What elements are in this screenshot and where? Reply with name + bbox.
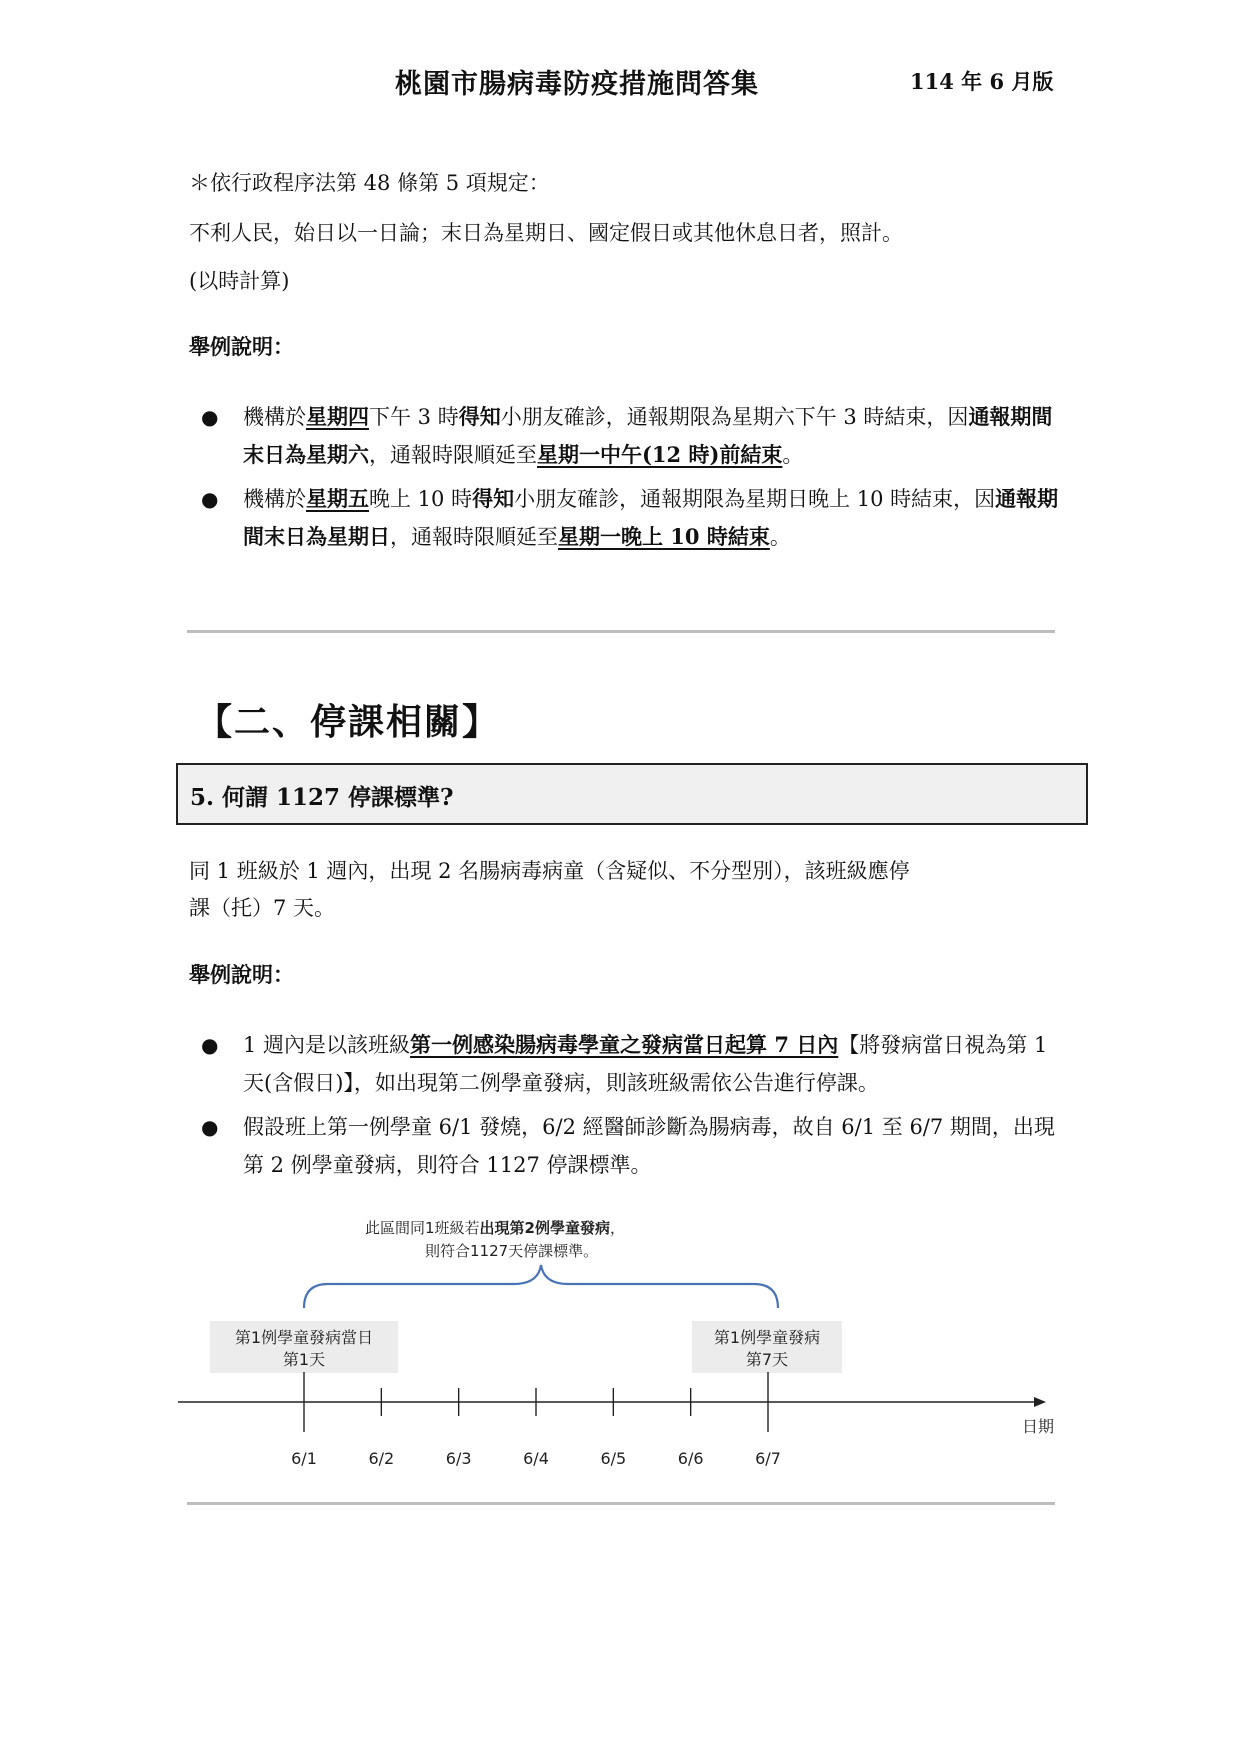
brace-caption-line1: 此區間同1班級若出現第2例學童發病， <box>365 1219 626 1237</box>
text-run: 機構於 <box>243 405 306 429</box>
axis-arrow-icon <box>1034 1397 1046 1407</box>
axis-ticks <box>291 1372 781 1468</box>
right-label-line2: 第7天 <box>745 1350 789 1369</box>
axis-label: 日期 <box>1022 1417 1055 1436</box>
axis-tick-label: 6/5 <box>600 1449 627 1468</box>
list-item <box>189 480 1069 556</box>
text-run: 下午 3 時 <box>369 405 459 429</box>
axis-tick-label: 6/4 <box>523 1449 549 1468</box>
axis-tick-label: 6/3 <box>445 1449 472 1468</box>
document-title: 桃園市腸病毒防疫措施問答集 <box>395 69 759 100</box>
text-run: 小朋友確診，通報期限為星期日晚上 10 時結束，因 <box>514 487 996 511</box>
answer-line-2: 課（托）7 天。 <box>189 896 336 920</box>
text-run: 得知 <box>472 486 515 511</box>
text-run: 通報期間末日為星期六 <box>243 404 1053 467</box>
list-item <box>189 1026 1069 1102</box>
answer-line-1: 同 1 班級於 1 週內，出現 2 名腸病毒病童（含疑似、不分型別），該班級應停 <box>189 859 910 883</box>
top-bullet-list <box>189 398 1069 556</box>
document-version: 114 年 6 月版 <box>910 69 1054 94</box>
axis-tick-label: 6/6 <box>677 1449 704 1468</box>
right-label-line1: 第1例學童發病 <box>713 1328 821 1347</box>
text-run: 第一例感染腸病毒學童之發病當日起算 7 日內 <box>410 1032 839 1057</box>
text-run: 機構於 <box>243 487 306 511</box>
rule-text: 不利人民，始日以一日論；末日為星期日、國定假日或其他休息日者，照計。 <box>189 221 903 245</box>
section-heading: 【二、停課相關】 <box>196 701 501 743</box>
bullet-dot-icon: ● <box>201 487 219 511</box>
question-text: 5. 何謂 1127 停課標準? <box>190 784 454 811</box>
rule-note: ＊依行政程序法第 48 條第 5 項規定： <box>189 171 550 195</box>
brace-caption-line2: 則符合1127天停課標準。 <box>425 1242 599 1260</box>
example-label: 舉例說明： <box>189 334 294 359</box>
list-item <box>189 1108 1069 1184</box>
example-label: 舉例說明： <box>189 962 294 987</box>
question-box <box>176 763 1088 825</box>
bullet-dot-icon: ● <box>201 1033 219 1057</box>
list-item <box>189 398 1069 474</box>
divider <box>187 1502 1055 1505</box>
text-run: 星期四 <box>306 404 369 429</box>
text-run: 得知 <box>458 404 501 429</box>
curly-brace <box>304 1265 778 1308</box>
text-run: 星期一晚上 10 時結束 <box>558 524 770 549</box>
text-run: 1 週內是以該班級 <box>243 1033 411 1057</box>
left-label-line1: 第1例學童發病當日 <box>234 1328 374 1347</box>
axis-tick-label: 6/7 <box>755 1449 781 1468</box>
left-label-line2: 第1天 <box>282 1350 326 1369</box>
section-bullet-list <box>189 1026 1069 1184</box>
text-run: 通報期間末日為星期日 <box>243 486 1059 549</box>
axis-tick-label: 6/1 <box>291 1449 317 1468</box>
axis-tick-label: 6/2 <box>368 1449 395 1468</box>
bullet-dot-icon: ● <box>201 405 219 429</box>
text-run: 【將發病當日視為第 1 天(含假日)】，如出現第二例學童發病，則該班級需依公告進行停課。 <box>243 1033 1048 1095</box>
rule-paren: (以時計算) <box>189 269 290 293</box>
page-header <box>0 62 1241 106</box>
text-run: 。 <box>782 443 804 467</box>
timeline-diagram <box>170 1215 1070 1475</box>
divider <box>187 630 1055 633</box>
text-run: 星期五 <box>306 486 369 511</box>
text-run: 星期一中午(12 時)前結束 <box>537 442 783 467</box>
text-run: 假設班上第一例學童 6/1 發燒，6/2 經醫師診斷為腸病毒，故自 6/1 至 6/7 期間，出現第 2 例學童發病，則符合 1127 停課標準。 <box>243 1115 1055 1177</box>
text-run: 小朋友確診，通報期限為星期六下午 3 時結束，因 <box>500 405 969 429</box>
text-run: ，通報時限順延至 <box>369 443 537 467</box>
text-run: 。 <box>769 525 791 549</box>
text-run: ，通報時限順延至 <box>390 525 558 549</box>
bullet-dot-icon: ● <box>201 1115 219 1139</box>
text-run: 晚上 10 時 <box>369 487 473 511</box>
